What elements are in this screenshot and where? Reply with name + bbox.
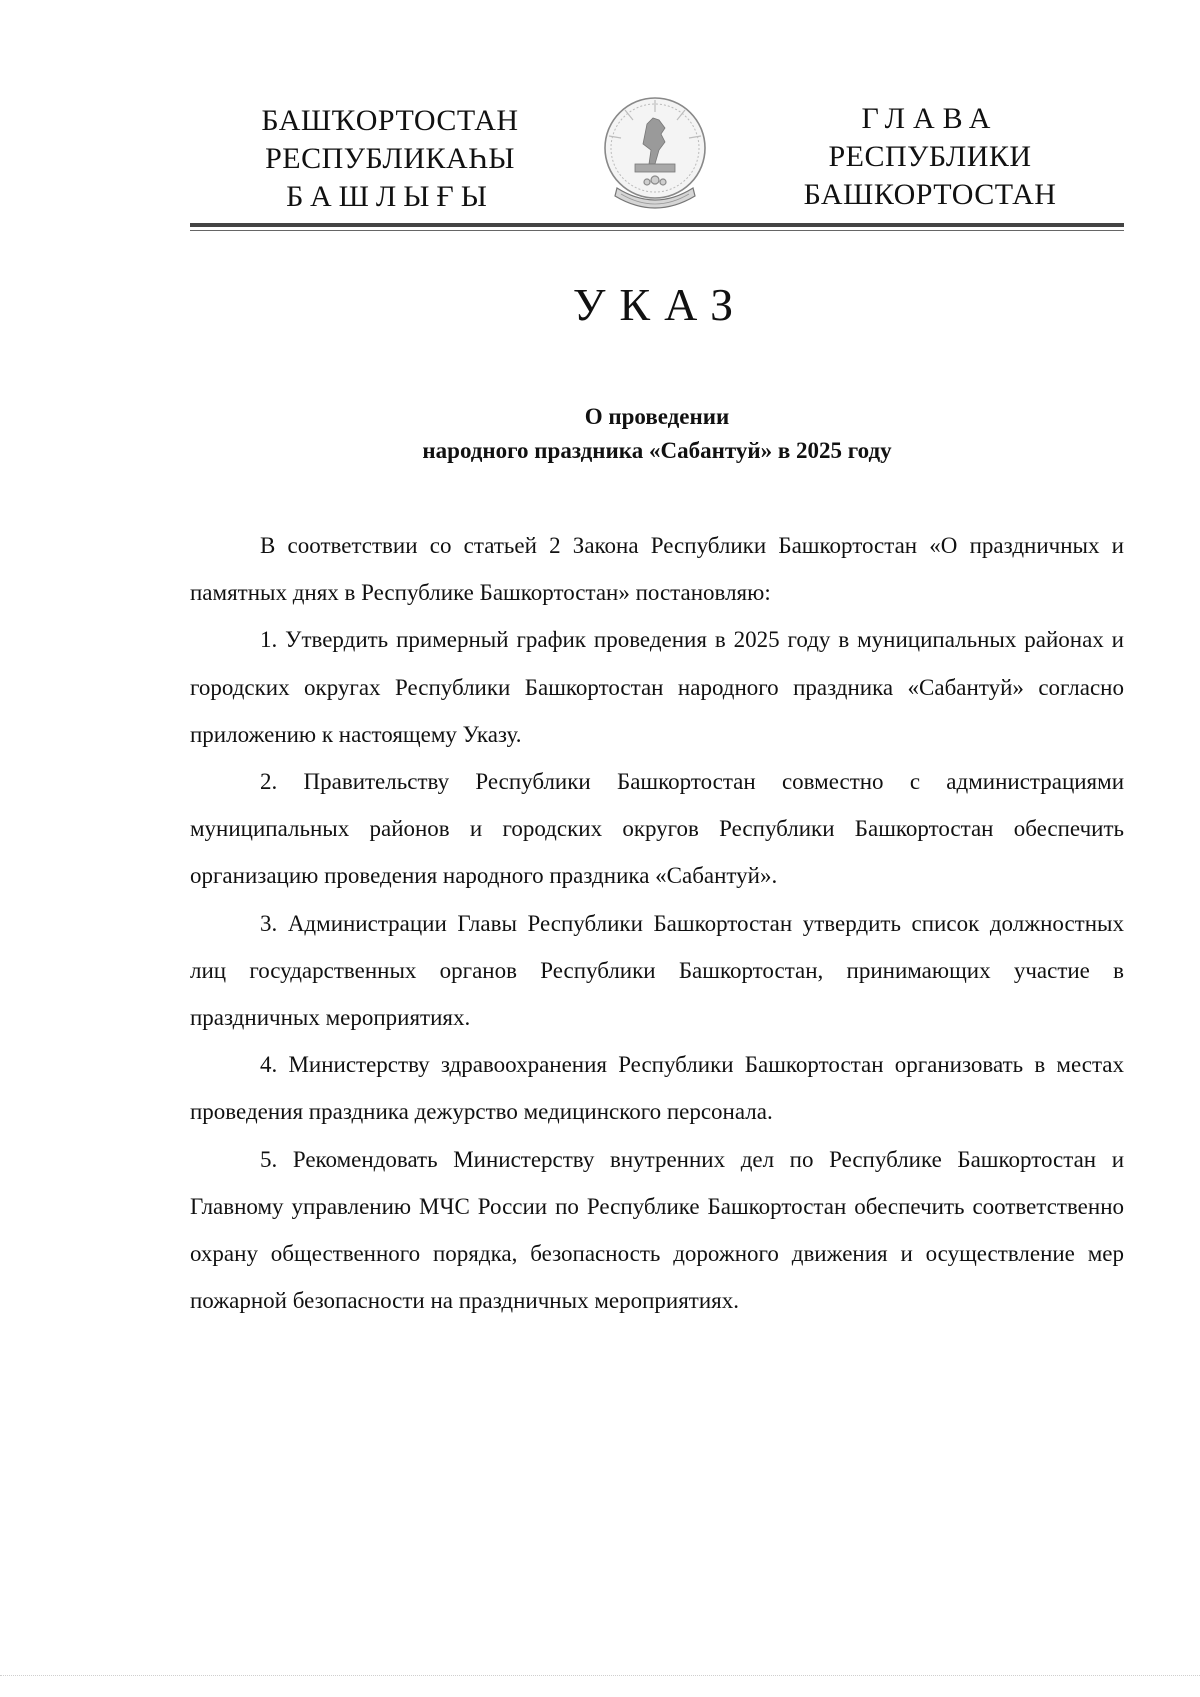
header-right-line1: ГЛАВА [861, 102, 999, 135]
document-title: УКАЗ [572, 279, 748, 330]
scan-edge-line [0, 1675, 1200, 1676]
item-paragraph-3: 3. Администрации Главы Республики Башкортостан утвердить список должностных лиц государственных органов Республики Башкортостан, принимающих участие в праздничных мероприятиях. [190, 910, 1124, 1031]
item-paragraph-5: 5. Рекомендовать Министерству внутренних дел по Республике Башкортостан и Главному управлению МЧС России по Республике Башкортостан обеспечить соответственно охрану общественного порядка, безопасность дорожного движения и осуществление мер пожарной безопасности на праздничных мероприятиях. [190, 1146, 1124, 1314]
item-paragraph-4: 4. Министерству здравоохранения Республики Башкортостан организовать в местах проведения праздника дежурство медицинского персонала. [190, 1052, 1124, 1125]
subject-line1: О проведении [584, 404, 730, 429]
subject-line2: народного праздника «Сабантуй» в 2025 году [422, 438, 892, 463]
header-right-block [780, 100, 1080, 214]
header-left-line3: БАШЛЫҒЫ [286, 180, 494, 213]
header-divider-thick [190, 223, 1124, 227]
preamble-paragraph: В соответствии со статьей 2 Закона Республики Башкортостан «О праздничных и памятных днях в Республике Башкортостан» постановляю: [190, 533, 1124, 606]
header-left-block [240, 102, 540, 216]
bashkortostan-coat-of-arms-icon [595, 90, 715, 218]
header-left-line1: БАШҠОРТОСТАН [261, 104, 519, 137]
item-paragraph-2: 2. Правительству Республики Башкортостан совместно с администрациями муниципальных районов и городских округов Республики Башкортостан обеспечить организацию проведения народного праздника «Сабантуй». [190, 769, 1124, 889]
item-paragraph-1: 1. Утвердить примерный график проведения в 2025 году в муниципальных районах и городских округах Республики Башкортостан народного праздника «Сабантуй» согласно приложению к настоящему Указу. [190, 627, 1124, 747]
document-body [190, 522, 1124, 1324]
document-subject [190, 400, 1124, 468]
header-left-line2: РЕСПУБЛИКАҺЫ [265, 142, 515, 175]
header-right-line3: БАШКОРТОСТАН [803, 178, 1057, 211]
header-right-line2: РЕСПУБЛИКИ [828, 140, 1032, 173]
header-divider-thin [190, 230, 1124, 231]
